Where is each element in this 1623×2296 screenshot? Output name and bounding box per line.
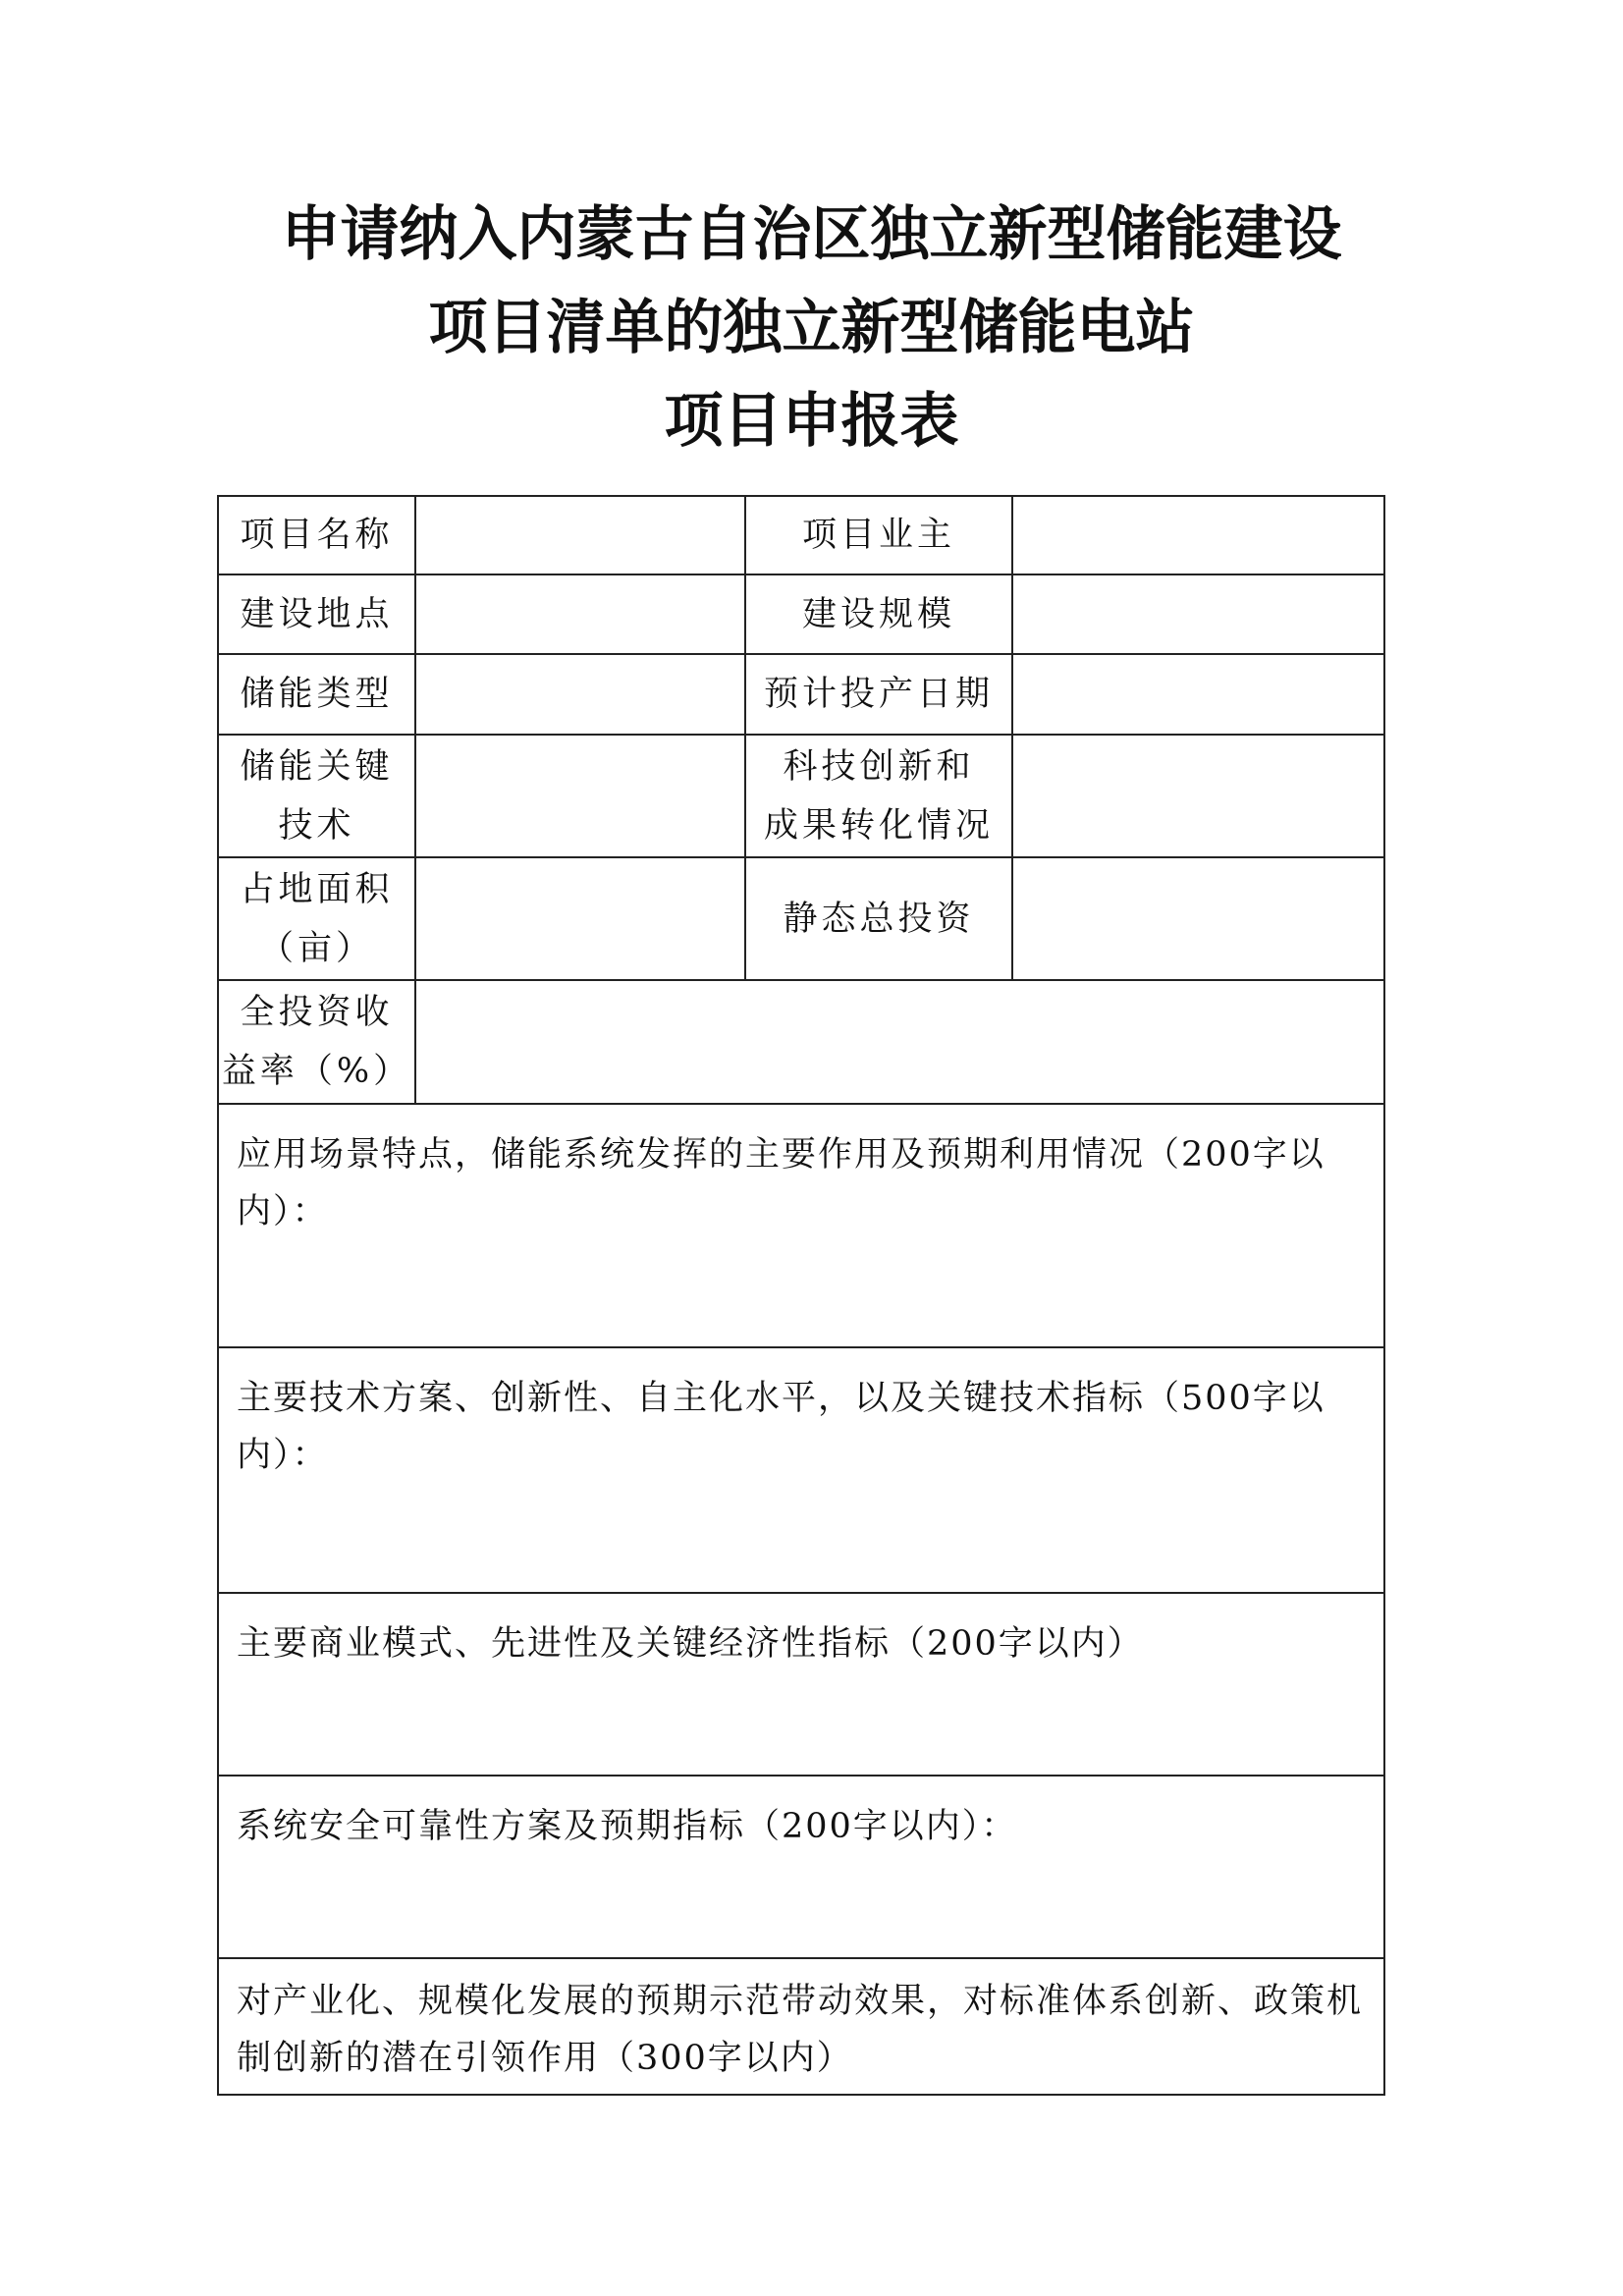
project-name-label: 项目名称 [218,496,415,574]
technical-solution-field[interactable] [218,1347,1384,1593]
title-line-2: 项目清单的独立新型储能电站 [428,294,1195,362]
demonstration-effect-prompt: 对产业化、规模化发展的预期示范带动效果，对标准体系创新、政策机制创新的潜在引领作用（300字以内） [237,1982,1364,2078]
title-line-3: 项目申报表 [664,387,959,456]
static-investment-label: 静态总投资 [745,857,1012,980]
row-project-name [218,496,1384,574]
application-scenario-field[interactable] [218,1104,1384,1347]
row-key-tech [218,735,1384,857]
title-line-1: 申请纳入内蒙古自治区独立新型储能建设 [281,200,1342,269]
project-name-field[interactable] [415,496,745,574]
row-land-area [218,857,1384,980]
business-model-field[interactable] [218,1593,1384,1776]
project-owner-field[interactable] [1012,496,1384,574]
commissioning-date-field[interactable] [1012,654,1384,735]
business-model-prompt: 主要商业模式、先进性及关键经济性指标（200字以内） [237,1624,1144,1664]
storage-type-label: 储能类型 [218,654,415,735]
safety-field[interactable] [218,1776,1384,1958]
row-demonstration-effect [218,1958,1384,2095]
land-area-label: 占地面积 （亩） [218,857,415,980]
project-owner-label: 项目业主 [745,496,1012,574]
irr-field[interactable] [415,980,1384,1104]
scale-label: 建设规模 [745,574,1012,654]
row-technical-solution [218,1347,1384,1593]
safety-prompt: 系统安全可靠性方案及预期指标（200字以内）： [237,1807,1018,1846]
demonstration-effect-field[interactable] [218,1958,1384,2095]
application-form-table [217,495,1385,2096]
innovation-field[interactable] [1012,735,1384,857]
row-site [218,574,1384,654]
row-application-scenario [218,1104,1384,1347]
innovation-label: 科技创新和 成果转化情况 [745,735,1012,857]
static-investment-field[interactable] [1012,857,1384,980]
technical-solution-prompt: 主要技术方案、创新性、自主化水平，以及关键技术指标（500字以内）： [237,1379,1325,1475]
row-storage-type [218,654,1384,735]
site-label: 建设地点 [218,574,415,654]
storage-type-field[interactable] [415,654,745,735]
form-title [0,189,1623,468]
scale-field[interactable] [1012,574,1384,654]
site-field[interactable] [415,574,745,654]
commissioning-date-label: 预计投产日期 [745,654,1012,735]
key-tech-label: 储能关键 技术 [218,735,415,857]
key-tech-field[interactable] [415,735,745,857]
row-safety [218,1776,1384,1958]
row-irr [218,980,1384,1104]
application-scenario-prompt: 应用场景特点，储能系统发挥的主要作用及预期利用情况（200字以内）： [237,1135,1325,1231]
row-business-model [218,1593,1384,1776]
land-area-field[interactable] [415,857,745,980]
irr-label: 全投资收 益率（%） [218,980,415,1104]
